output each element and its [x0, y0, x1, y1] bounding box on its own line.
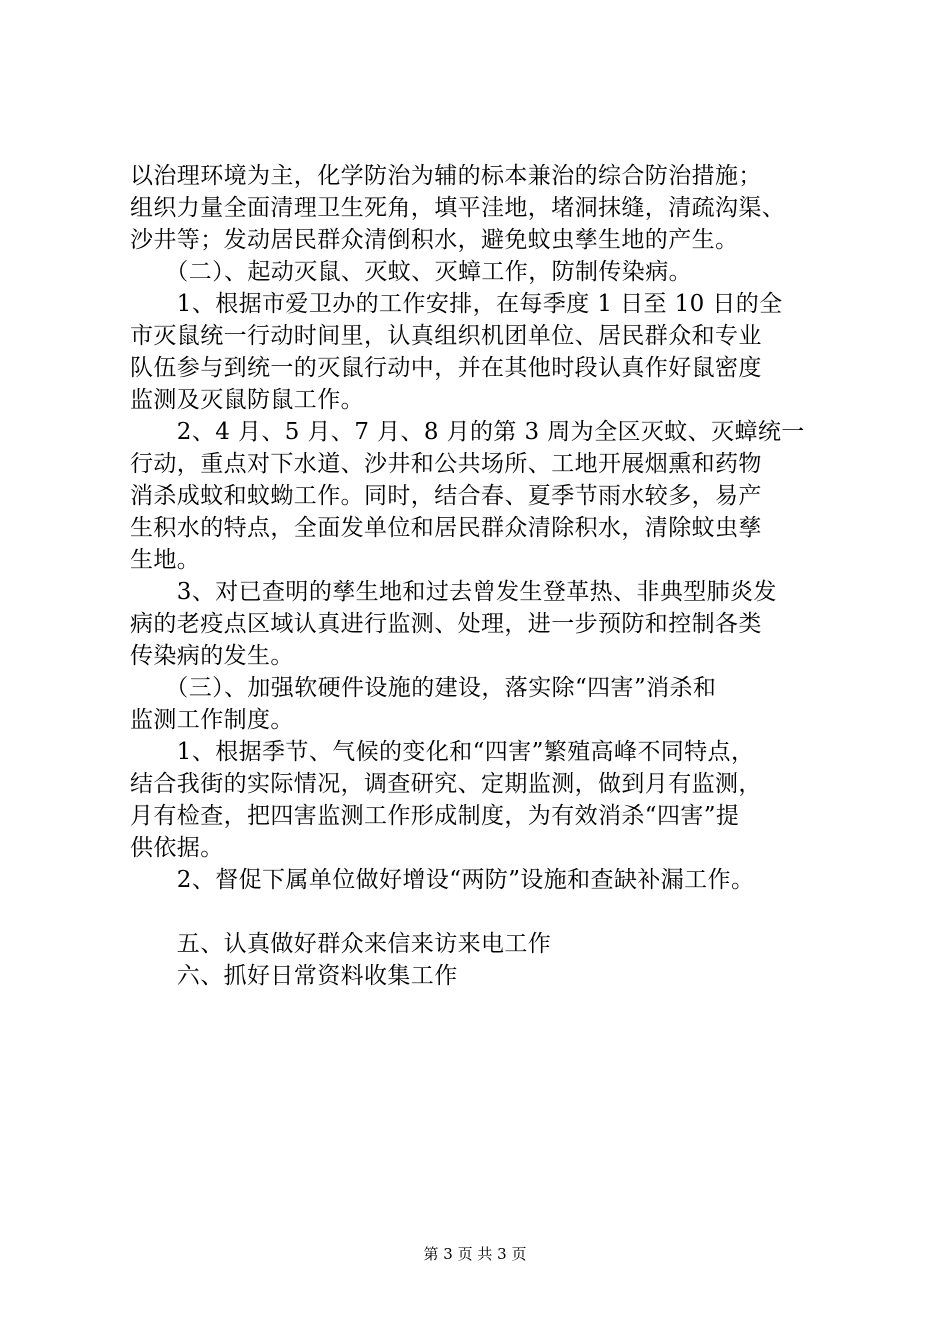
text-line: 月有检查，把四害监测工作形成制度，为有效消杀“四害”提: [130, 803, 740, 829]
page-number-footer: 第 3 页 共 3 页: [423, 1245, 527, 1263]
section-heading: （三）、加强软硬件设施的建设，落实除“四害”消杀和: [130, 675, 717, 701]
text-line: 1、根据季节、气候的变化和“四害”繁殖高峰不同特点，: [130, 739, 755, 765]
text-line: 生地。: [130, 547, 201, 573]
document-body: [130, 160, 830, 992]
text-line: 监测工作制度。: [130, 707, 294, 733]
section-heading: 六、抓好日常资料收集工作: [130, 963, 458, 989]
text-line: 队伍参与到统一的灭鼠行动中，并在其他时段认真作好鼠密度: [130, 355, 762, 381]
paragraph-gap: [130, 896, 830, 928]
text-line: 监测及灭鼠防鼠工作。: [130, 387, 364, 413]
text-line: 病的老疫点区域认真进行监测、处理，进一步预防和控制各类: [130, 611, 762, 637]
text-line: 2、4 月、5 月、7 月、8 月的第 3 周为全区灭蚊、灭蟑统一: [130, 419, 805, 445]
text-line: 2、督促下属单位做好增设“两防”设施和查缺补漏工作。: [130, 867, 755, 893]
text-line: 以治理环境为主，化学防治为辅的标本兼治的综合防治措施；: [130, 163, 762, 189]
text-line: 结合我街的实际情况，调查研究、定期监测，做到月有监测，: [130, 771, 762, 797]
text-line: 市灭鼠统一行动时间里，认真组织机团单位、居民群众和专业: [130, 323, 762, 349]
text-line: 消杀成蚊和蚊蚴工作。同时，结合春、夏季节雨水较多，易产: [130, 483, 762, 509]
text-line: 供依据。: [130, 835, 224, 861]
text-line: 1、根据市爱卫办的工作安排，在每季度 1 日至 10 日的全: [130, 291, 783, 317]
section-heading: （二）、起动灭鼠、灭蚊、灭蟑工作，防制传染病。: [130, 259, 692, 285]
text-line: 行动，重点对下水道、沙井和公共场所、工地开展烟熏和药物: [130, 451, 762, 477]
section-heading: 五、认真做好群众来信来访来电工作: [130, 931, 552, 957]
text-line: 传染病的发生。: [130, 643, 294, 669]
text-line: 3、对已查明的孳生地和过去曾发生登革热、非典型肺炎发: [130, 579, 777, 605]
text-line: 生积水的特点，全面发单位和居民群众清除积水，清除蚊虫孳: [130, 515, 762, 541]
text-line: 组织力量全面清理卫生死角，填平洼地，堵洞抹缝，清疏沟渠、: [130, 195, 786, 221]
text-line: 沙井等；发动居民群众清倒积水，避免蚊虫孳生地的产生。: [130, 227, 739, 253]
